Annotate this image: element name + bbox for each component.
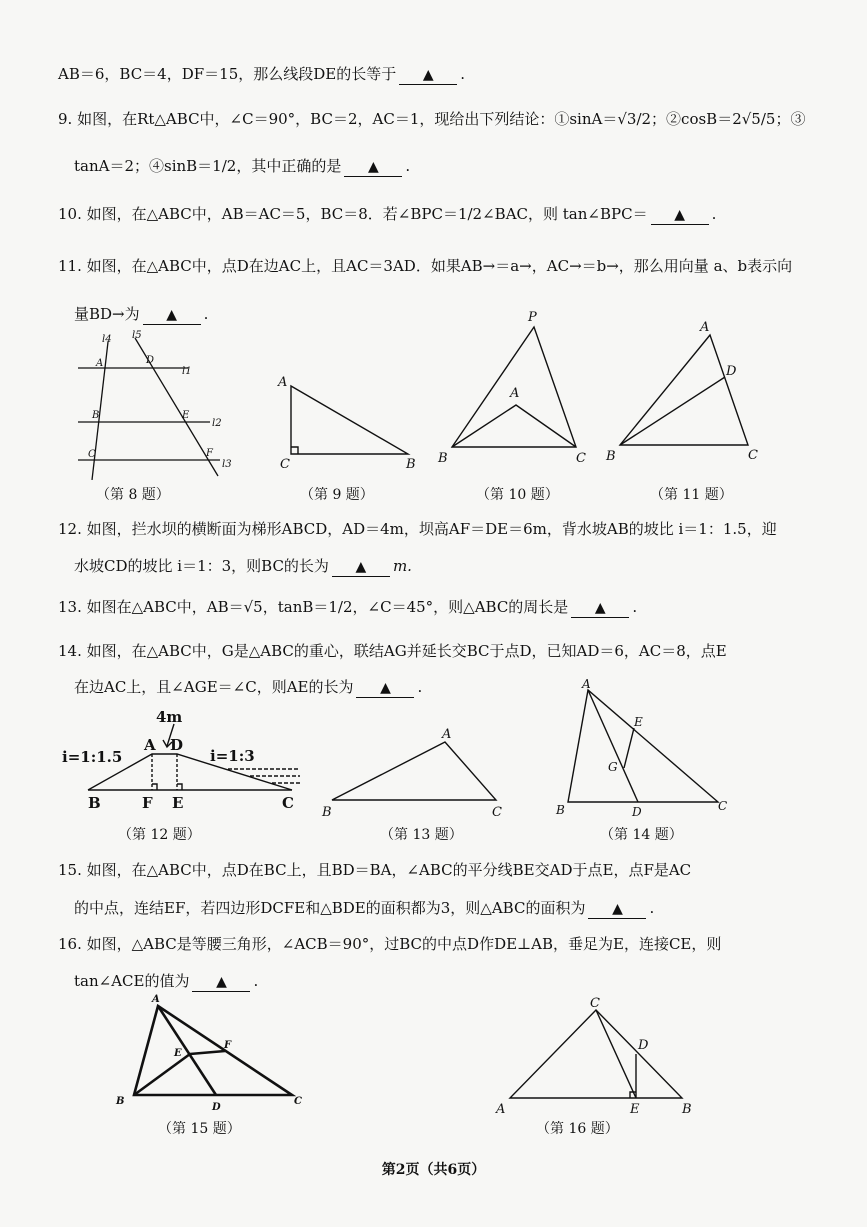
triangle-mark: ▲ [380,680,391,696]
q13-line [58,597,637,618]
triangle-mark: ▲ [674,207,685,223]
q15-line1: 15. 如图，在△ABC中，点D在BC上，且BD＝BA，∠ABC的平分线BE交AD于点E，点F是AC [58,861,692,879]
q16-end: . [253,972,259,990]
fig15-label: E [174,1048,182,1059]
answer-blank[interactable] [344,157,402,177]
q15-text: 的中点，连结EF，若四边形DCFE和△BDE的面积都为3，则△ABC的面积为 [74,899,586,917]
fig16-label: B [682,1102,692,1117]
caption-fig10: （第 10 题） [476,487,559,503]
q14-text: 在边AC上，且∠AGE＝∠C，则AE的长为 [74,678,354,696]
fig11-label: A [700,320,710,335]
fig14-label: E [634,715,643,729]
q10-end: . [711,205,717,223]
q9-line1: 9. 如图，在Rt△ABC中，∠C＝90°，BC＝2，AC＝1，现给出下列结论：①sinA＝√3/2；②cosB＝2√5/5；③ [58,110,806,128]
q11-line1: 11. 如图，在△ABC中，点D在边AC上，且AC＝3AD．如果AB→＝a→，AC→＝b→，那么用向量 a、b表示向 [58,257,793,275]
q12-text: 水坡CD的坡比 i＝1：3，则BC的长为 [74,557,329,575]
figure-15 [110,990,310,1115]
caption-fig16: （第 16 题） [536,1121,619,1137]
triangle-mark: ▲ [367,159,379,175]
answer-blank[interactable] [332,557,390,577]
q12-unit: m. [392,557,412,575]
q15-end: . [649,899,655,917]
fig15-label: F [224,1040,232,1051]
q8-tail [58,64,465,85]
figure-14 [550,676,740,821]
fig15-label: B [116,1096,125,1107]
answer-blank[interactable] [651,205,709,225]
fig8-label: E [182,410,190,421]
answer-blank[interactable] [571,598,629,618]
q10-line [58,204,716,225]
fig16-label: E [630,1102,640,1117]
q9-end: . [405,157,411,175]
figure-12 [60,706,310,816]
q14-line2 [74,677,422,698]
page-footer: 第2页（共6页） [381,1162,486,1178]
q15-line2 [74,898,654,919]
q16-line1: 16. 如图，△ABC是等腰三角形，∠ACB＝90°，过BC的中点D作DE⊥AB，垂足为E，连接CE，则 [58,935,722,953]
q9-line2 [74,156,410,177]
fig8-label: l4 [102,334,112,345]
q10-text: 10. 如图，在△ABC中，AB＝AC＝5，BC＝8．若∠BPC＝1/2∠BAC，则 tan∠BPC＝ [58,205,648,223]
triangle-mark: ▲ [612,901,623,917]
caption-fig15: （第 15 题） [158,1121,241,1137]
q14-line1: 14. 如图，在△ABC中，G是△ABC的重心，联结AG并延长交BC于点D，已知AD＝6，AC＝8，点E [58,642,727,660]
triangle-mark: ▲ [594,600,606,616]
fig13-label: C [492,805,502,820]
caption-fig13: （第 13 题） [380,827,463,843]
caption-fig8: （第 8 题） [96,487,170,503]
figure-13 [320,722,515,822]
fig8-label: F [206,448,213,459]
fig11-label: D [726,364,737,379]
fig14-label: G [608,760,618,774]
fig12-label: F [142,794,153,812]
q11-line2 [74,304,208,325]
q8-end: . [460,65,466,83]
fig15-label: D [212,1102,221,1113]
q13-text: 13. 如图在△ABC中，AB＝√5，tanB＝1/2，∠C＝45°，则△ABC的周长是 [58,598,569,616]
q11-text: 量BD→为 [74,305,140,323]
fig8-label: l3 [222,459,232,470]
fig14-label: D [632,805,642,819]
q14-end: . [417,678,423,696]
fig8-label: D [146,355,155,366]
fig10-label: P [528,310,537,325]
caption-fig12: （第 12 题） [118,827,201,843]
fig13-label: B [322,805,332,820]
fig16-label: C [590,996,600,1011]
fig10-label: A [510,386,520,401]
fig12-label: E [172,794,184,812]
fig11-label: C [748,448,758,463]
q8-text: AB＝6，BC＝4，DF＝15，那么线段DE的长等于 [58,65,397,83]
fig8-label: l2 [212,418,222,429]
fig9-label: B [406,457,416,472]
fig14-label: B [556,803,565,817]
fig10-label: C [576,451,586,466]
figure-11 [600,315,770,470]
fig8-label: l1 [182,366,192,377]
triangle-mark: ▲ [422,67,434,83]
fig8-label: B [92,410,100,421]
figure-16 [490,995,710,1120]
fig11-label: B [606,449,616,464]
fig12-label: C [282,794,294,812]
answer-blank[interactable] [588,899,646,919]
q16-line2 [74,971,258,992]
fig14-label: C [718,799,728,813]
q11-end: . [203,305,209,323]
q12-line1: 12. 如图，拦水坝的横断面为梯形ABCD，AD＝4m，坝高AF＝DE＝6m，背水坡AB的坡比 i＝1：1.5，迎 [58,520,777,538]
fig8-label: C [88,449,96,460]
q16-text: tan∠ACE的值为 [74,972,190,990]
fig15-label: A [152,994,160,1005]
fig8-label: A [96,358,104,369]
caption-fig14: （第 14 题） [600,827,683,843]
answer-blank[interactable] [192,972,250,992]
figure-9 [270,370,430,475]
fig8-label: l5 [132,330,142,341]
triangle-mark: ▲ [166,307,178,323]
fig12-label: 4m [156,708,183,726]
figure-10 [430,305,600,470]
fig9-label: C [280,457,290,472]
triangle-mark: ▲ [355,559,367,575]
caption-fig11: （第 11 题） [650,487,733,503]
fig12-label: B [88,794,101,812]
q12-line2 [74,556,412,577]
fig12-label: A [144,736,156,754]
answer-blank[interactable] [143,305,201,325]
fig12-label: i=1:3 [210,747,255,765]
fig16-label: A [496,1102,506,1117]
triangle-mark: ▲ [216,974,227,990]
q13-end: . [632,598,638,616]
fig12-label: i=1:1.5 [62,748,123,766]
fig14-label: A [582,677,591,691]
fig9-label: A [278,375,288,390]
fig12-label: D [170,736,184,754]
fig13-label: A [442,727,452,742]
answer-blank[interactable] [356,678,414,698]
answer-blank[interactable] [399,65,457,85]
caption-fig9: （第 9 题） [300,487,374,503]
figure-8 [70,330,240,480]
fig10-label: B [438,451,448,466]
fig15-label: C [294,1096,302,1107]
q9-text: tanA＝2；④sinB＝1/2，其中正确的是 [74,157,342,175]
fig16-label: D [638,1038,649,1053]
